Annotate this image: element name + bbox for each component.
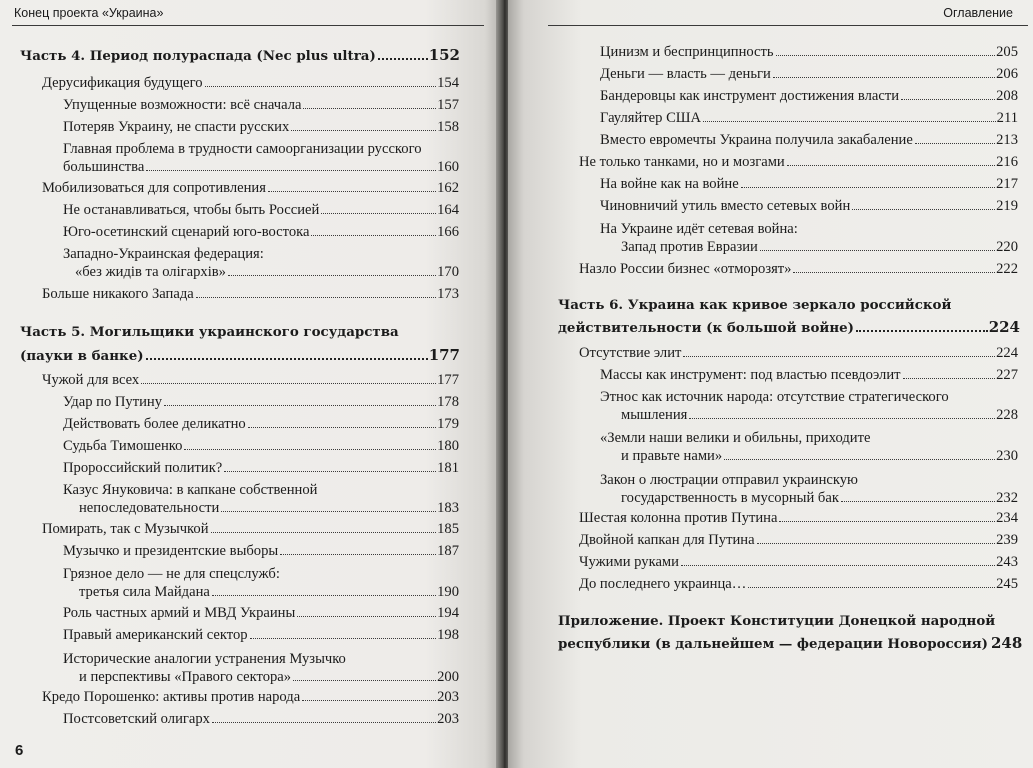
toc-entry[interactable]: Гауляйтер США 211 xyxy=(600,110,1018,126)
toc-entry[interactable]: Главная проблема в трудности самоорганизации русского большинства 160 xyxy=(63,141,459,175)
toc-entry[interactable]: Удар по Путину 178 xyxy=(63,394,459,410)
toc-entry[interactable]: Шестая колонна против Путина 234 xyxy=(579,510,1018,526)
toc-appendix[interactable]: Приложение. Проект Конституции Донецкой народной республики (в дальнейшем — федерации Новороссия) 248 xyxy=(558,613,1023,652)
toc-entry[interactable]: Бандеровцы как инструмент достижения власти 208 xyxy=(600,88,1018,104)
toc-entry[interactable]: Деньги — власть — деньги 206 xyxy=(600,66,1018,82)
toc-entry[interactable]: Помирать, так с Музычкой 185 xyxy=(42,521,459,537)
left-page xyxy=(0,0,500,768)
toc-entry[interactable]: Этнос как источник народа: отсутствие стратегического мышления 228 xyxy=(600,389,1018,423)
toc-entry[interactable]: Вместо евромечты Украина получила закабаление 213 xyxy=(600,132,1018,148)
toc-entry[interactable]: Чужими руками 243 xyxy=(579,554,1018,570)
toc-left xyxy=(0,0,500,768)
toc-entry[interactable]: Упущенные возможности: всё сначала 157 xyxy=(63,97,459,113)
toc-entry[interactable]: Потеряв Украину, не спасти русских 158 xyxy=(63,119,459,135)
right-page xyxy=(508,0,1033,768)
toc-entry[interactable]: Отсутствие элит 224 xyxy=(579,345,1018,361)
toc-entry[interactable]: На Украине идёт сетевая война: Запад против Евразии 220 xyxy=(600,221,1018,255)
toc-entry[interactable]: Западно-Украинская федерация: «без жидів та олігархів» 170 xyxy=(63,246,459,280)
toc-entry[interactable]: Пророссийский политик? 181 xyxy=(63,460,459,476)
toc-part-4[interactable]: Часть 4. Период полураспада (Nec plus ultra) 152 xyxy=(20,46,460,64)
toc-entry[interactable]: Роль частных армий и МВД Украины 194 xyxy=(63,605,459,621)
toc-entry[interactable]: Юго-осетинский сценарий юго-востока 166 xyxy=(63,224,459,240)
toc-entry[interactable]: Не останавливаться, чтобы быть Россией 164 xyxy=(63,202,459,218)
toc-entry[interactable]: Действовать более деликатно 179 xyxy=(63,416,459,432)
toc-entry[interactable]: На войне как на войне 217 xyxy=(600,176,1018,192)
toc-entry[interactable]: Кредо Порошенко: активы против народа 203 xyxy=(42,689,459,705)
toc-entry[interactable]: Чиновничий утиль вместо сетевых войн 219 xyxy=(600,198,1018,214)
toc-entry[interactable]: Исторические аналогии устранения Музычко и перспективы «Правого сектора» 200 xyxy=(63,651,459,685)
toc-entry[interactable]: Казус Януковича: в капкане собственной непоследовательности 183 xyxy=(63,482,459,516)
toc-entry[interactable]: Музычко и президентские выборы 187 xyxy=(63,543,459,559)
toc-entry[interactable]: Больше никакого Запада 173 xyxy=(42,286,459,302)
toc-entry[interactable]: Чужой для всех 177 xyxy=(42,372,459,388)
running-head-right: Оглавление xyxy=(943,6,1013,20)
toc-entry[interactable]: Судьба Тимошенко 180 xyxy=(63,438,459,454)
toc-part-5[interactable]: Часть 5. Могильщики украинского государства (пауки в банке) 177 xyxy=(20,324,460,364)
toc-entry[interactable]: Мобилизоваться для сопротивления 162 xyxy=(42,180,459,196)
toc-part-6[interactable]: Часть 6. Украина как кривое зеркало российской действительности (к большой войне) 224 xyxy=(558,297,1020,336)
toc-entry[interactable]: Двойной капкан для Путина 239 xyxy=(579,532,1018,548)
toc-entry[interactable]: Массы как инструмент: под властью псевдоэлит 227 xyxy=(600,367,1018,383)
toc-entry[interactable]: «Земли наши велики и обильны, приходите и правьте нами» 230 xyxy=(600,430,1018,464)
toc-entry[interactable]: Грязное дело — не для спецслужб: третья сила Майдана 190 xyxy=(63,566,459,600)
toc-entry[interactable]: Не только танками, но и мозгами 216 xyxy=(579,154,1018,170)
toc-entry[interactable]: Назло России бизнес «отморозят» 222 xyxy=(579,261,1018,277)
page-number: 6 xyxy=(15,742,24,759)
toc-entry[interactable]: Правый американский сектор 198 xyxy=(63,627,459,643)
toc-entry[interactable]: Цинизм и беспринципность 205 xyxy=(600,44,1018,60)
toc-entry[interactable]: Дерусификация будущего 154 xyxy=(42,75,459,91)
toc-right xyxy=(508,0,1033,768)
running-head-left: Конец проекта «Украина» xyxy=(14,6,164,20)
toc-entry[interactable]: Постсоветский олигарх 203 xyxy=(63,711,459,727)
toc-entry[interactable]: Закон о люстрации отправил украинскую государственность в мусорный бак 232 xyxy=(600,472,1018,506)
toc-entry[interactable]: До последнего украинца… 245 xyxy=(579,576,1018,592)
